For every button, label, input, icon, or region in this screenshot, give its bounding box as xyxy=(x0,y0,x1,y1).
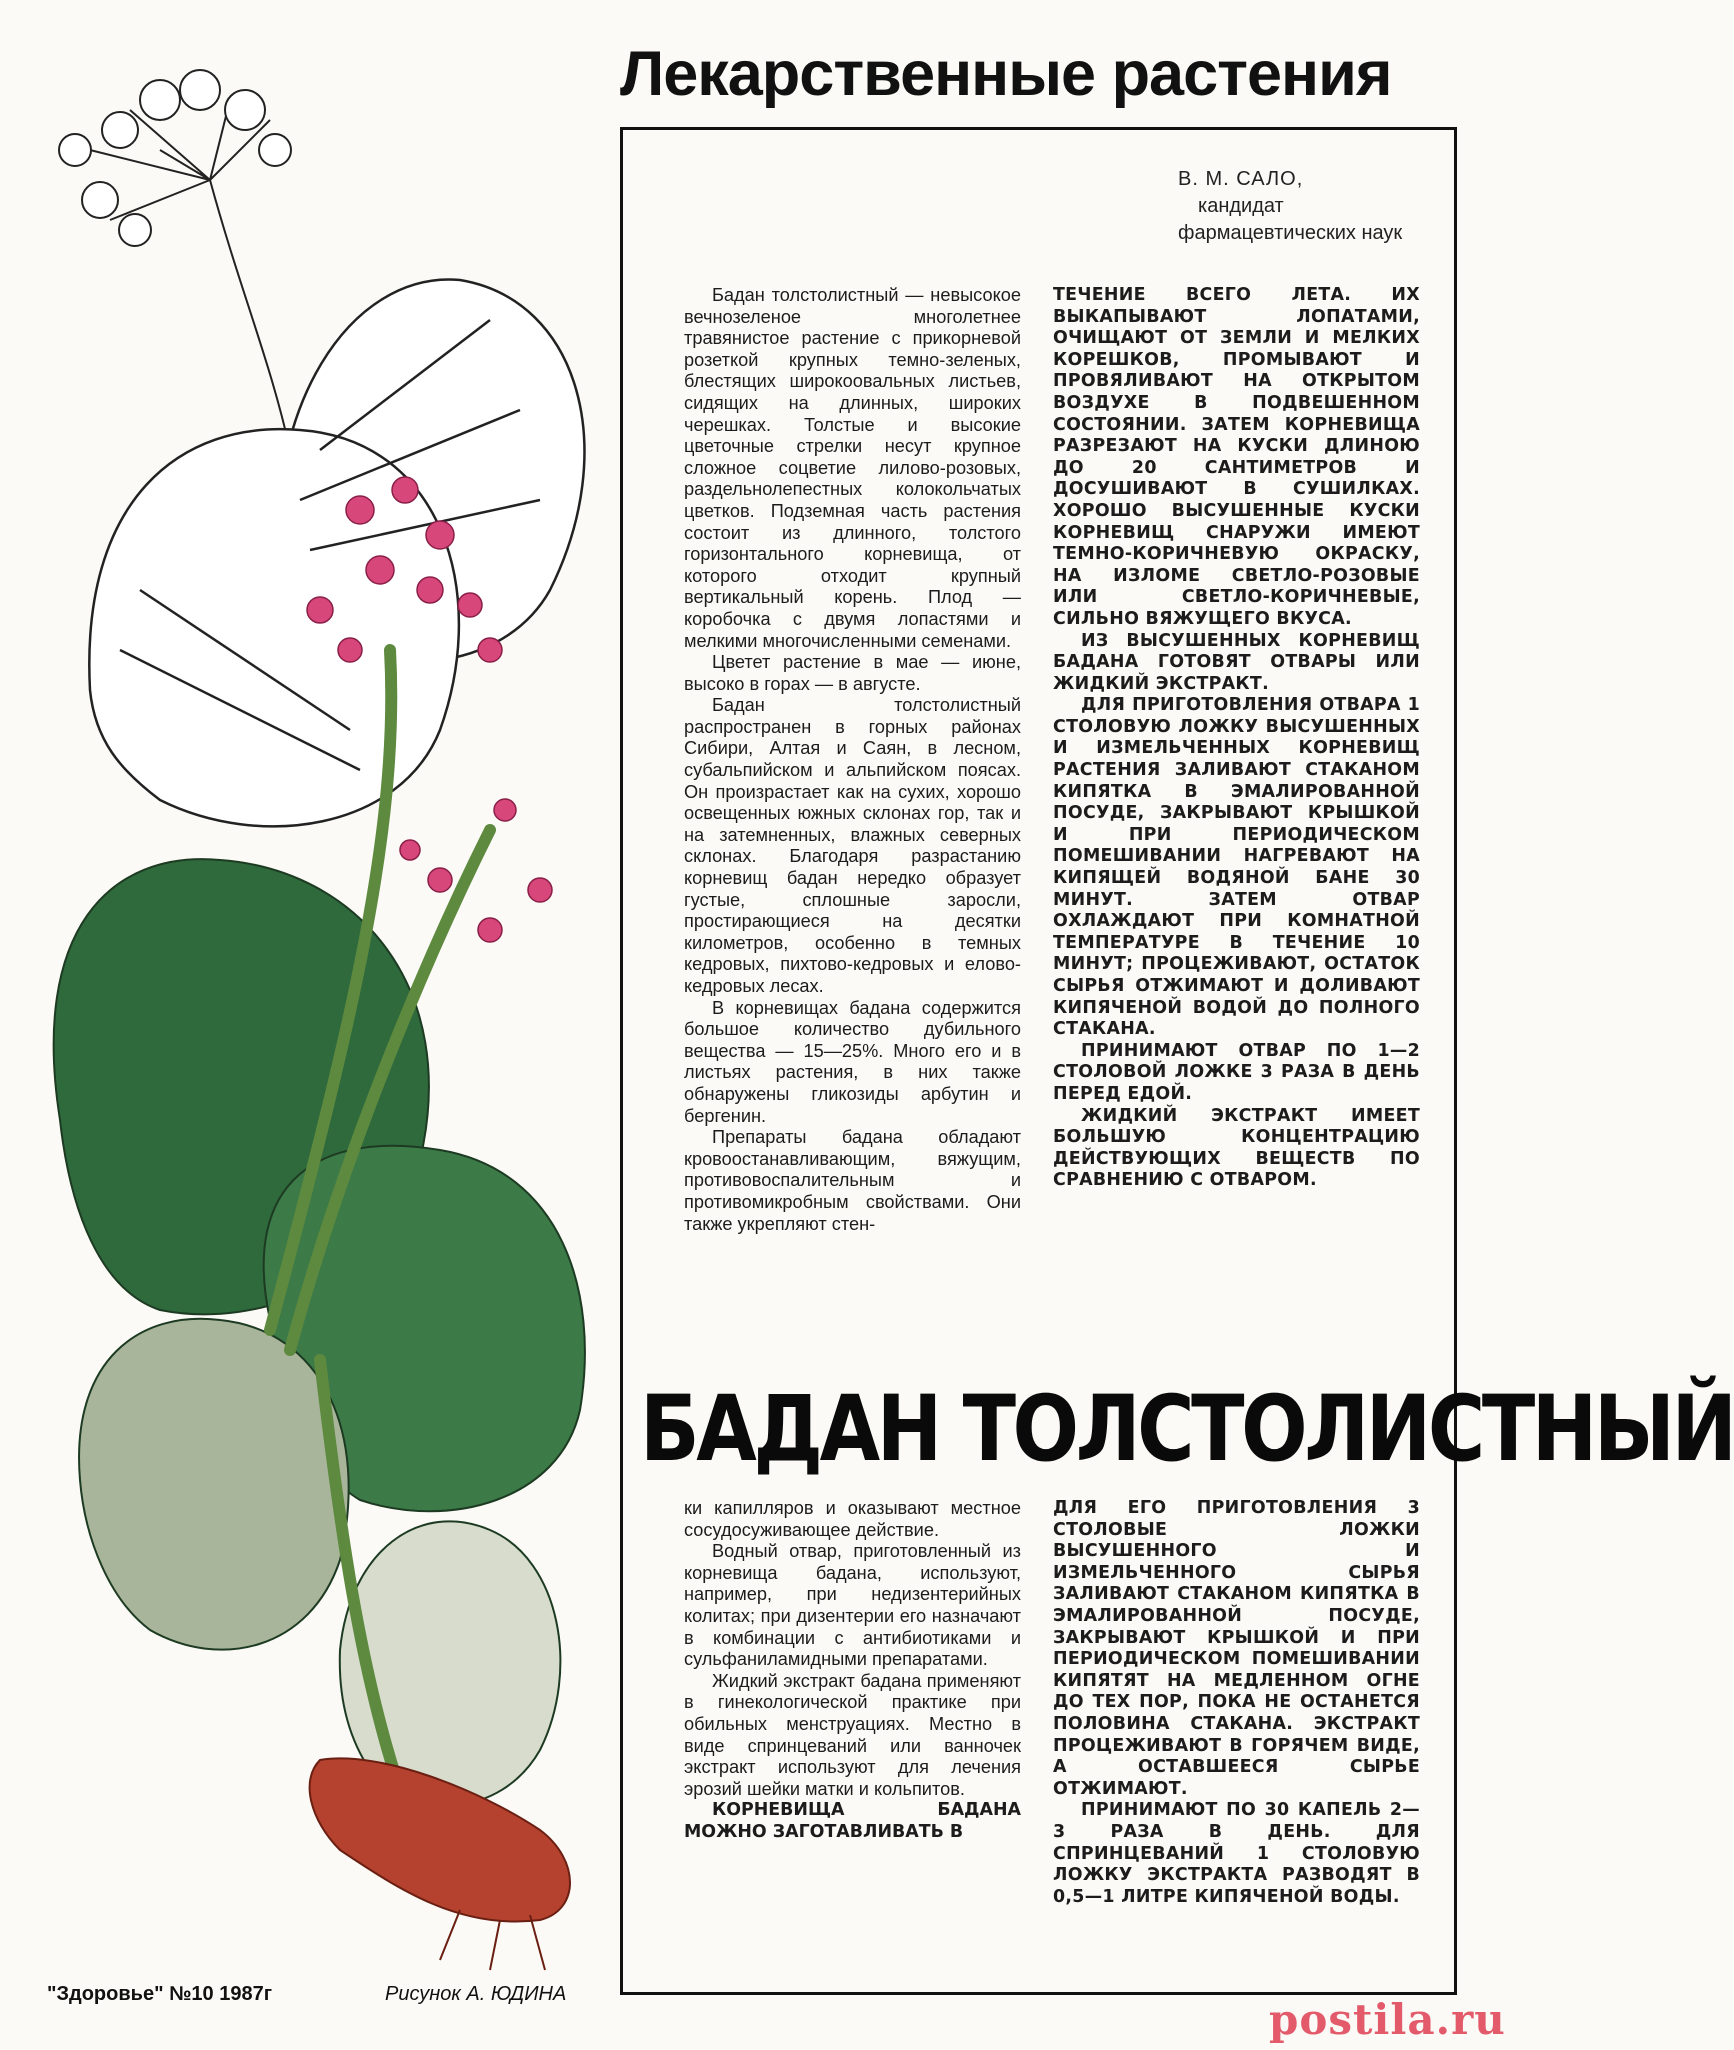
watermark-link[interactable]: postila.ru xyxy=(1269,1995,1506,2044)
paragraph: В корневищах бадана содержится большое количество дубильного вещества — 15—25%. Много его и в листьях растения, в них также обнаружены гликозиды арбутин и бергенин. xyxy=(684,997,1021,1126)
text-column-3 xyxy=(684,1498,1021,1844)
paragraph: Цветет растение в мае — июне, высоко в горах — в августе. xyxy=(684,652,1021,694)
paragraph: ПРИНИМАЮТ ПО 30 КАПЕЛЬ 2—3 РАЗА В ДЕНЬ. ДЛЯ СПРИНЦЕВАНИЙ 1 СТОЛОВУЮ ЛОЖКУ ЭКСТРАКТА РАЗВОДЯТ В 0,5—1 ЛИТРЕ КИПЯЧЕНОЙ ВОДЫ. xyxy=(1053,1800,1420,1907)
paragraph: Бадан толстолистный — невысокое вечнозеленое многолетнее травянистое растение с прикорневой розеткой крупных темно-зеленых, блестящих широкоовальных листьев, сидящих на длинных, широких черешках. Толстые и высокие цветочные стрелки несут крупное сложное соцветие лилово-розовых, раздельнолепестных колокольчатых цветков. Подземная часть растения состоит из длинного, толстого горизонтального корневища, от которого отходит крупный вертикальный корень. Плод — коробочка с двумя лопастями и мелкими многочисленными семенами. xyxy=(684,285,1021,651)
leaf-illustration xyxy=(54,859,585,1805)
paragraph: ДЛЯ ЕГО ПРИГОТОВЛЕНИЯ 3 СТОЛОВЫЕ ЛОЖКИ ВЫСУШЕННОГО И ИЗМЕЛЬЧЕННОГО СЫРЬЯ ЗАЛИВАЮТ СТАКАНОМ КИПЯТКА В ЭМАЛИРОВАННОЙ ПОСУДЕ, ЗАКРЫВАЮТ КРЫШКОЙ И ПРИ ПЕРИОДИЧЕСКОМ ПОМЕШИВАНИИ КИПЯТЯТ НА МЕДЛЕННОМ ОГНЕ ДО ТЕХ ПОР, ПОКА НЕ ОСТАНЕТСЯ ПОЛОВИНА СТАКАНА. ЭКСТРАКТ ПРОЦЕЖИВАЮТ В ГОРЯЧЕМ ВИДЕ, А ОСТАВШЕЕСЯ СЫРЬЕ ОТЖИМАЮТ. xyxy=(1053,1498,1420,1799)
paragraph: ИЗ ВЫСУШЕННЫХ КОРНЕВИЩ БАДАНА ГОТОВЯТ ОТВАРЫ ИЛИ ЖИДКИЙ ЭКСТРАКТ. xyxy=(1053,630,1420,694)
paragraph: Препараты бадана обладают кровоостанавливающим, вяжущим, противовоспалительным и противомикробным свойствами. Они также укрепляют стен- xyxy=(684,1127,1021,1234)
section-title: Лекарственные растения xyxy=(620,39,1392,109)
author-role: кандидат xyxy=(1198,195,1284,217)
author-degree: фармацевтических наук xyxy=(1178,222,1403,244)
paragraph: ДЛЯ ПРИГОТОВЛЕНИЯ ОТВАРА 1 СТОЛОВУЮ ЛОЖКУ ВЫСУШЕННЫХ И ИЗМЕЛЬЧЕННЫХ КОРНЕВИЩ РАСТЕНИЯ ЗАЛИВАЮТ СТАКАНОМ КИПЯТКА В ЭМАЛИРОВАННОЙ ПОСУДЕ, ЗАКРЫВАЮТ КРЫШКОЙ И ПРИ ПЕРИОДИЧЕСКОМ ПОМЕШИВАНИИ НАГРЕВАЮТ НА КИПЯЩЕЙ ВОДЯНОЙ БАНЕ 30 МИНУТ. ЗАТЕМ ОТВАР ОХЛАЖДАЮТ ПРИ КОМНАТНОЙ ТЕМПЕРАТУРЕ В ТЕЧЕНИЕ 10 МИНУТ; ПРОЦЕЖИВАЮТ, ОСТАТОК СЫРЬЯ ОТЖИМАЮТ И ДОЛИВАЮТ КИПЯЧЕНОЙ ВОДОЙ ДО ПОЛНОГО СТАКАНА. xyxy=(1053,695,1420,1040)
bergenia-illustration xyxy=(20,30,620,1980)
artist-credit: Рисунок А. ЮДИНА xyxy=(385,1983,567,2005)
paragraph: ки капилляров и оказывают местное сосудосуживающее действие. xyxy=(684,1498,1021,1540)
flower-sketch-illustration xyxy=(59,70,291,450)
root-illustration xyxy=(310,1758,570,1970)
paragraph: ПРИНИМАЮТ ОТВАР ПО 1—2 СТОЛОВОЙ ЛОЖКЕ 3 РАЗА В ДЕНЬ ПЕРЕД ЕДОЙ. xyxy=(1053,1040,1420,1104)
paragraph: ЖИДКИЙ ЭКСТРАКТ ИМЕЕТ БОЛЬШУЮ КОНЦЕНТРАЦИЮ ДЕЙСТВУЮЩИХ ВЕЩЕСТВ ПО СРАВНЕНИЮ С ОТВАРОМ. xyxy=(1053,1105,1420,1191)
author-block xyxy=(1178,166,1468,247)
paragraph: Жидкий экстракт бадана применяют в гинекологической практике при обильных менструациях. Местно в виде спринцеваний или ванночек экстракт используют для лечения эрозий шейки матки и кольпитов. xyxy=(684,1670,1021,1799)
text-column-1 xyxy=(684,285,1021,1235)
paragraph: Бадан толстолистный распространен в горных районах Сибири, Алтая и Саян, в лесном, субальпийском и альпийском поясах. Он произрастает как на сухих, хорошо освещенных южных склонах гор, так и на затемненных, влажных северных склонах. Благодаря разрастанию корневищ бадан нередко образует густые, сплошные заросли, простирающиеся на десятки километров, особенно в темных кедровых, пихтово-кедровых и елово-кедровых лесах. xyxy=(684,695,1021,996)
paragraph: Водный отвар, приготовленный из корневища бадана, используют, например, при недизентерийных колитах; при дизентерии его назначают в комбинации с антибиотиками и сульфаниламидными препаратами. xyxy=(684,1541,1021,1670)
author-name: В. М. САЛО, xyxy=(1178,168,1304,190)
paragraph: ТЕЧЕНИЕ ВСЕГО ЛЕТА. ИХ ВЫКАПЫВАЮТ ЛОПАТАМИ, ОЧИЩАЮТ ОТ ЗЕМЛИ И МЕЛКИХ КОРЕШКОВ, ПРОМЫВАЮТ И ПРОВЯЛИВАЮТ НА ОТКРЫТОМ ВОЗДУХЕ В ПОДВЕШЕННОМ СОСТОЯНИИ. ЗАТЕМ КОРНЕВИЩА РАЗРЕЗАЮТ НА КУСКИ ДЛИНОЮ ДО 20 САНТИМЕТРОВ И ДОСУШИВАЮТ В СУШИЛКАХ. ХОРОШО ВЫСУШЕННЫЕ КУСКИ КОРНЕВИЩ СНАРУЖИ ИМЕЮТ ТЕМНО-КОРИЧНЕВУЮ ОКРАСКУ, НА ИЗЛОМЕ СВЕТЛО-РОЗОВЫЕ ИЛИ СВЕТЛО-КОРИЧНЕВЫЕ, СИЛЬНО ВЯЖУЩЕГО ВКУСА. xyxy=(1053,285,1420,629)
text-column-2 xyxy=(1053,285,1420,1192)
paragraph-caps: КОРНЕВИЩА БАДАНА МОЖНО ЗАГОТАВЛИВАТЬ В xyxy=(684,1800,1021,1842)
magazine-credit: "Здоровье" №10 1987г xyxy=(47,1983,273,2005)
leaf-outline-illustration xyxy=(89,279,584,826)
text-column-4 xyxy=(1053,1498,1420,1908)
article-title: БАДАН ТОЛСТОЛИСТНЫЙ xyxy=(640,1377,1734,1482)
